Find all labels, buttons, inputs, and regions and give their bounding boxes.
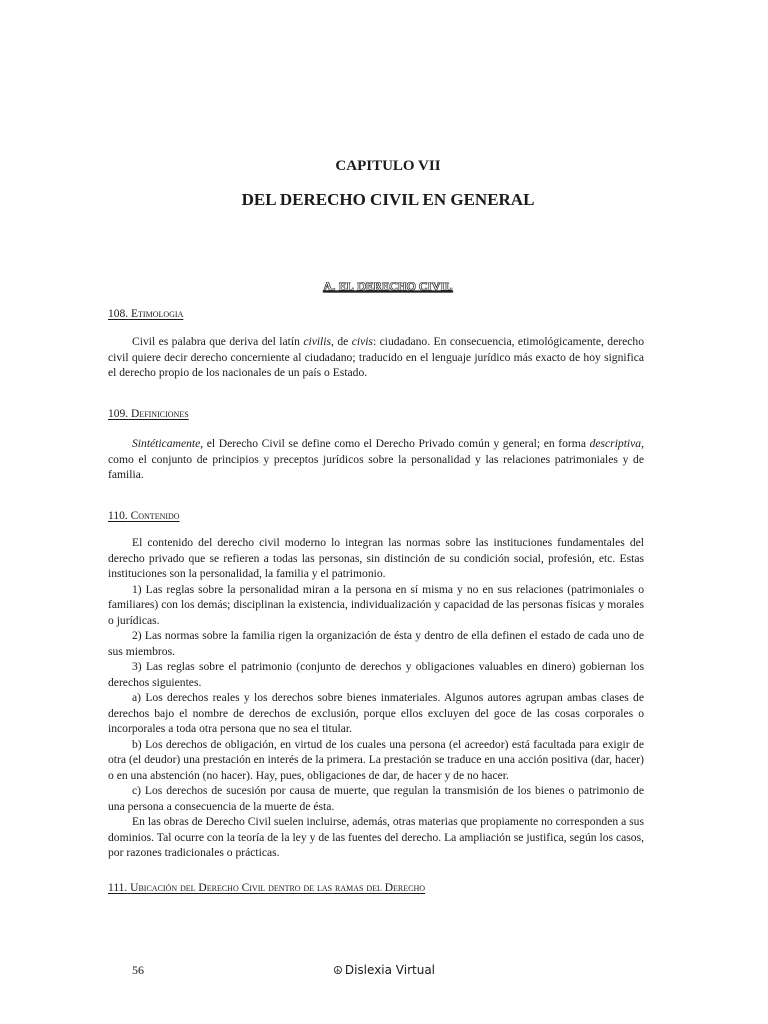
paragraph: b) Los derechos de obligación, en virtud de los cuales una persona (el acreedor) está facultada para exigir de otra (el deudor) una prestación en interés de la primera. La prestación se traduce en una acción positiva (dar, hacer) o en una abstención (no hacer). Hay, pues, obligaciones de dar, de hacer y de no hacer. xyxy=(108,737,644,782)
paragraph-109 xyxy=(108,436,644,483)
text-run: Civil es palabra que deriva del latín xyxy=(132,335,304,348)
heading-110-number: 110. xyxy=(108,510,128,522)
heading-109 xyxy=(108,408,189,420)
text-run: , de xyxy=(331,335,352,348)
footer-brand xyxy=(0,963,768,977)
paragraph: c) Los derechos de sucesión por causa de muerte, que regulan la transmisión de los bienes o patrimonio de una persona a consecuencia de la muerte de ésta. xyxy=(108,784,644,813)
chapter-title: DEL DERECHO CIVIL EN GENERAL xyxy=(241,190,535,209)
heading-110-label: Contenido xyxy=(130,510,180,522)
heading-108-number: 108. xyxy=(108,308,129,320)
heading-111-number: 111. xyxy=(108,882,128,894)
paragraph: 1) Las reglas sobre la personalidad miran a la persona en sí misma y no en sus relaciones (patrimoniales o familiares) con los demás; disciplinan la existencia, individualización y capacidad de las personas físicas y morales o jurídicas. xyxy=(108,582,644,627)
paragraph: 3) Las reglas sobre el patrimonio (conjunto de derechos y obligaciones valuables en dinero) gobiernan los derechos siguientes. xyxy=(108,660,644,689)
italic-term: civilis xyxy=(303,335,332,348)
paragraph: El contenido del derecho civil moderno lo integran las normas sobre las instituciones fundamentales del derecho privado que se refieren a todas las personas, sin distinción de su condición social, profesión, etc. Estas instituciones son la personalidad, la familia y el patrimonio. xyxy=(108,536,644,580)
brand-logo-icon: ☮ xyxy=(332,964,343,977)
brand-name: Dislexia Virtual xyxy=(344,963,436,977)
italic-term: descriptiva xyxy=(589,437,642,450)
heading-110 xyxy=(108,510,180,522)
paragraph: En las obras de Derecho Civil suelen incluirse, además, otras materias que propiamente no corresponden a sus dominios. Tal ocurre con la teoría de la ley y de las fuentes del derecho. La ampliación se justifica, según los casos, por razones tradicionales o prácticas. xyxy=(108,815,644,859)
chapter-label: CAPITULO VII xyxy=(335,158,441,174)
section-heading-a: A. EL DERECHO CIVIL xyxy=(323,279,453,293)
italic-term: civis xyxy=(351,335,373,348)
heading-108-label: Etimologia xyxy=(131,308,184,320)
paragraphs-110 xyxy=(108,535,644,861)
heading-109-label: Definiciones xyxy=(131,408,189,420)
text-run: , como el conjunto de principios y preceptos jurídicos sobre la personalidad y las relaciones patrimoniales y de familia. xyxy=(108,437,644,481)
heading-111-label: Ubicación del Derecho Civil dentro de las ramas del Derecho xyxy=(130,882,426,894)
text-run: , el Derecho Civil se define como el Derecho Privado común y general; en forma xyxy=(200,437,590,450)
page-number: 56 xyxy=(132,963,144,977)
paragraph-108 xyxy=(108,334,644,381)
italic-term: Sintéticamente xyxy=(132,437,201,450)
paragraph: 2) Las normas sobre la familia rigen la organización de ésta y dentro de ella definen el estado de cada uno de sus miembros. xyxy=(108,629,644,658)
text-run: : ciudadano. En consecuencia, etimológicamente, derecho civil quiere decir derecho concerniente al ciudadano; traducido en el lenguaje jurídico más exacto de hoy significa el derecho propio de los nacionales de un país o Estado. xyxy=(108,335,644,379)
heading-109-number: 109. xyxy=(108,408,129,420)
paragraph: a) Los derechos reales y los derechos sobre bienes inmateriales. Algunos autores agrupan ambas clases de derechos bajo el nombre de derechos de exclusión, porque ellos excluyen del goce de las cosas corporales o incorporales a toda otra persona que no sea el titular. xyxy=(108,691,644,735)
heading-111 xyxy=(108,882,425,894)
heading-108 xyxy=(108,308,183,320)
